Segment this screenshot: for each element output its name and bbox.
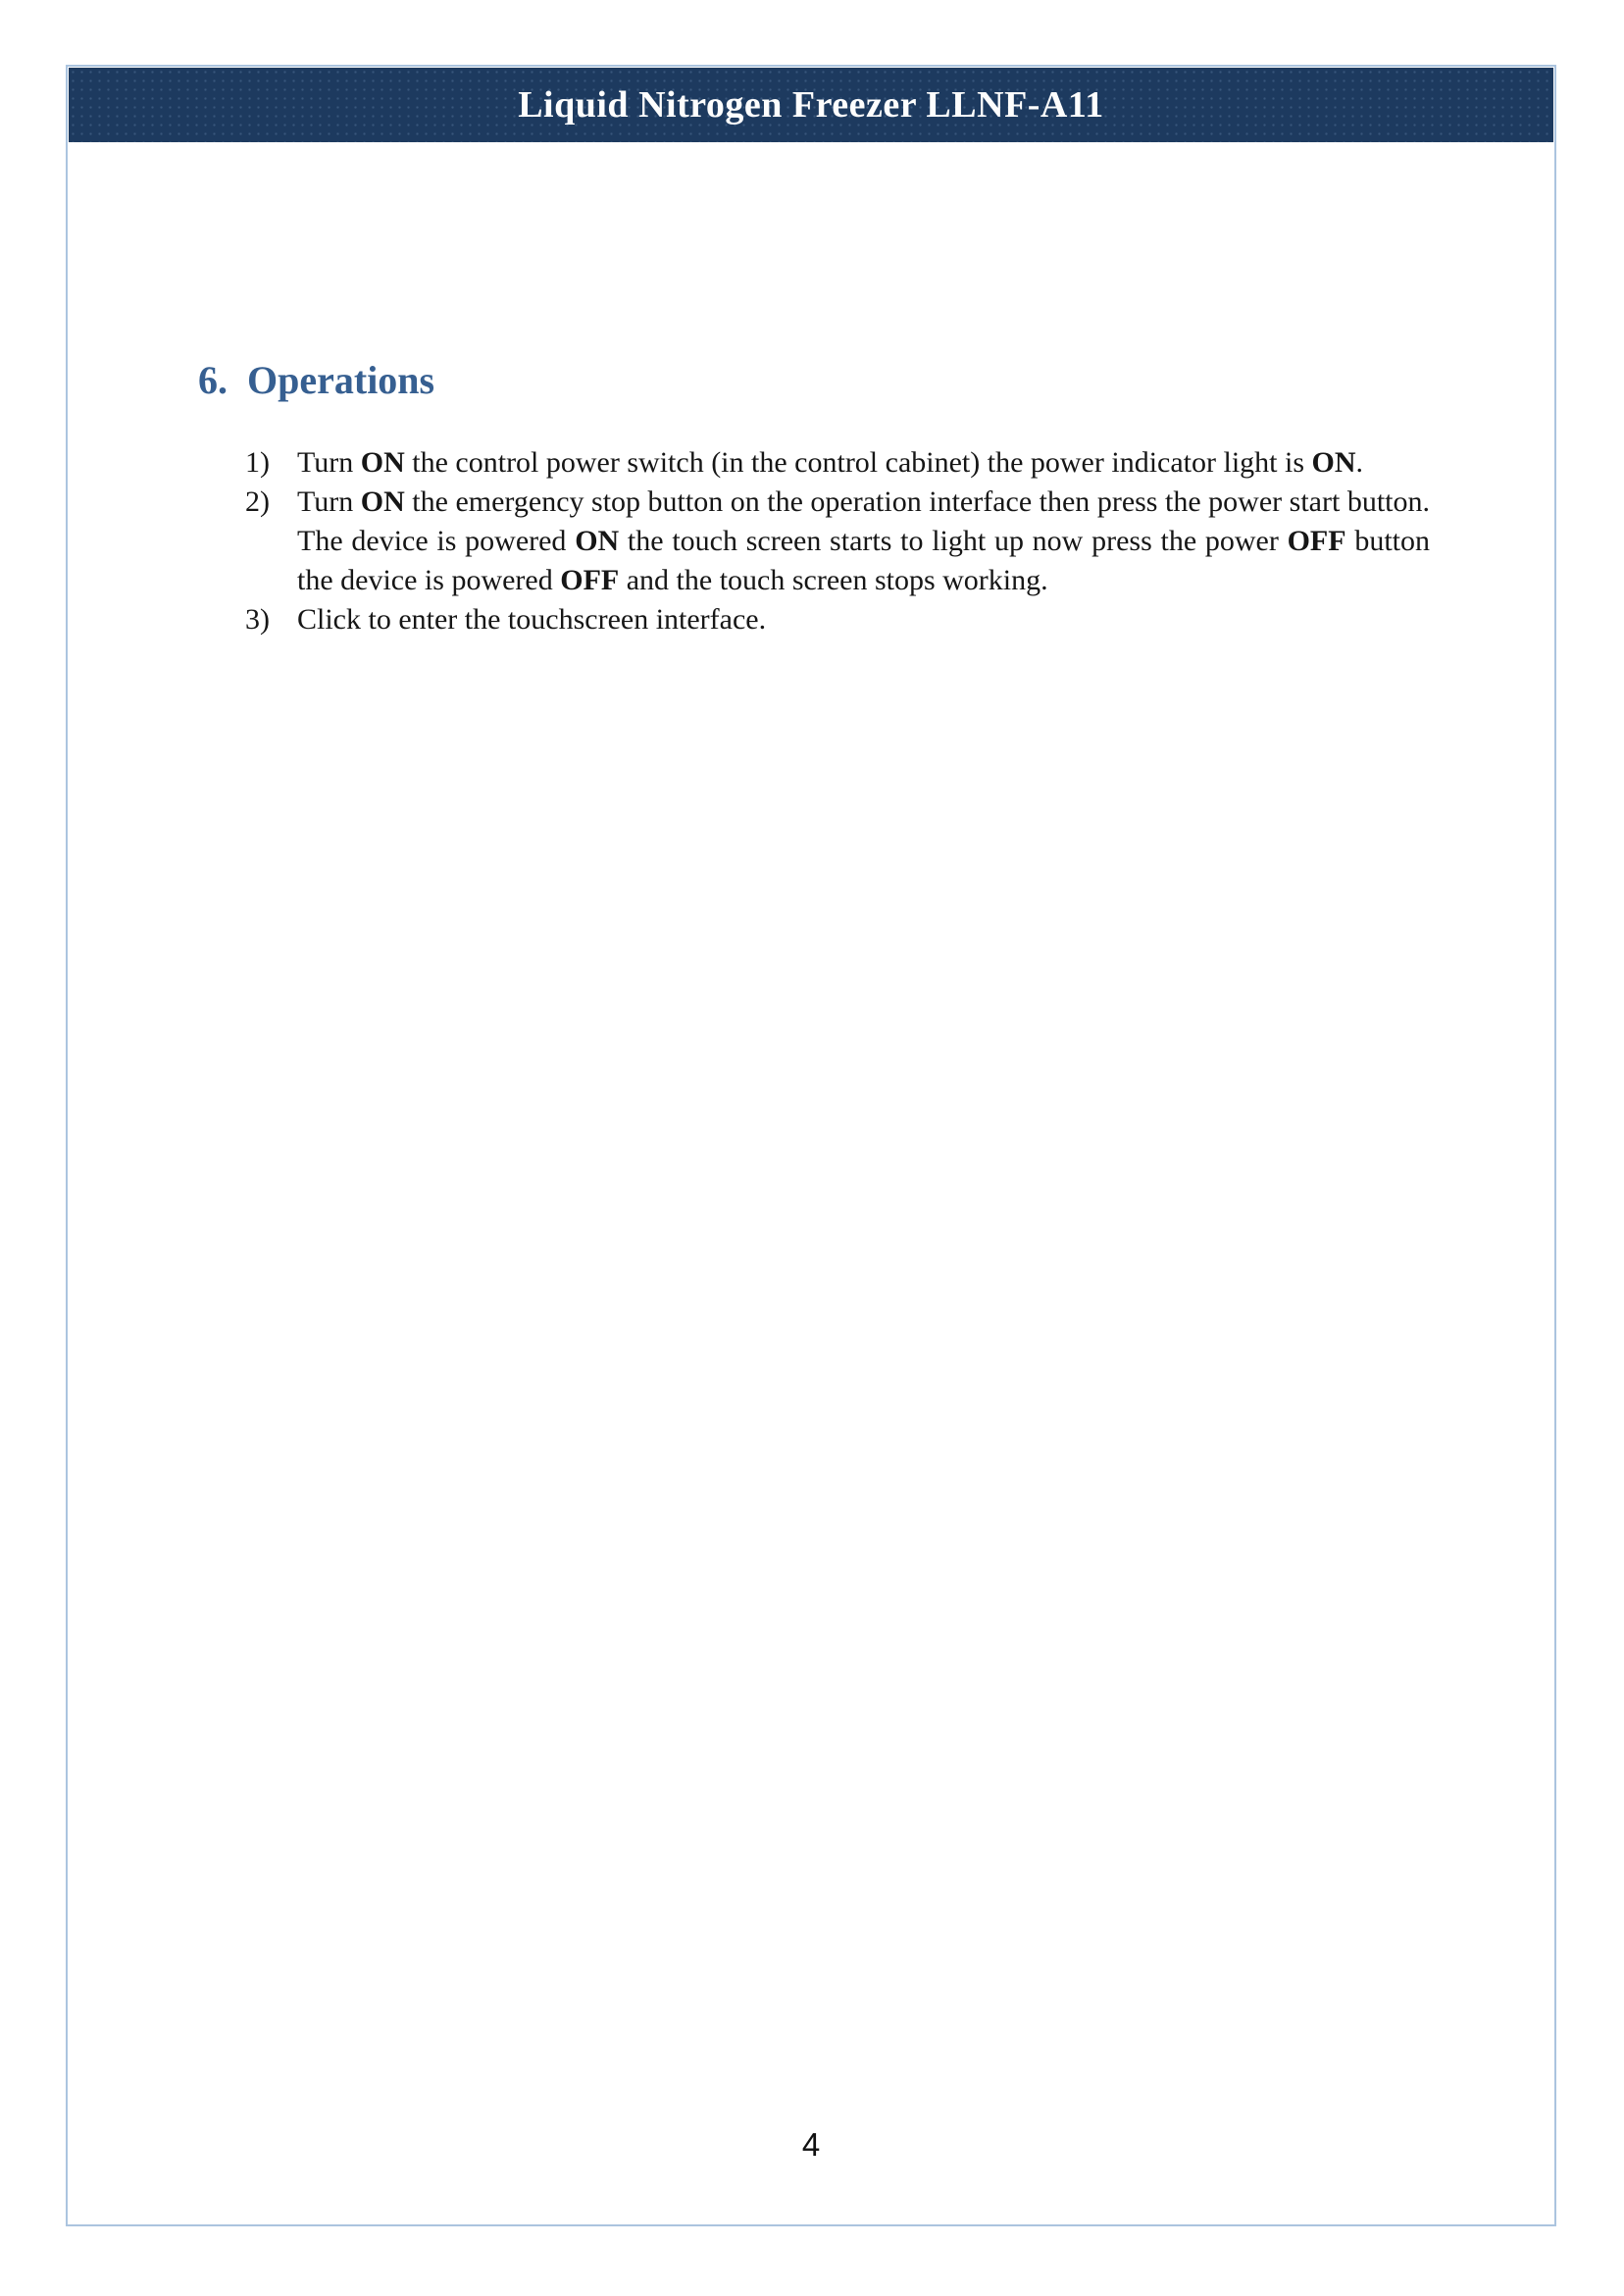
list-item-text: Turn ON the control power switch (in the control cabinet) the power indicator light is ON. bbox=[297, 446, 1364, 479]
document-title: Liquid Nitrogen Freezer LLNF-A11 bbox=[518, 84, 1104, 126]
section-title: Operations bbox=[247, 358, 435, 402]
list-item-number: 2) bbox=[245, 485, 270, 518]
list-item-number: 1) bbox=[245, 446, 270, 479]
list-item-number: 3) bbox=[245, 603, 270, 636]
page-header-bar bbox=[69, 68, 1553, 142]
list-item bbox=[245, 443, 1430, 483]
section-heading bbox=[198, 359, 1554, 402]
page-number: 4 bbox=[801, 2126, 821, 2163]
document-page bbox=[66, 65, 1556, 2226]
operations-list bbox=[245, 443, 1430, 639]
list-item-text: Turn ON the emergency stop button on the operation interface then press the power start button. The device is powered ON the touch screen starts to light up now press the power OFF button the device is powered OFF and the touch screen stops working. bbox=[297, 485, 1431, 596]
section-number: 6. bbox=[198, 358, 228, 402]
list-item bbox=[245, 483, 1430, 600]
list-item-text: Click to enter the touchscreen interface. bbox=[297, 603, 767, 636]
list-item bbox=[245, 600, 1430, 639]
